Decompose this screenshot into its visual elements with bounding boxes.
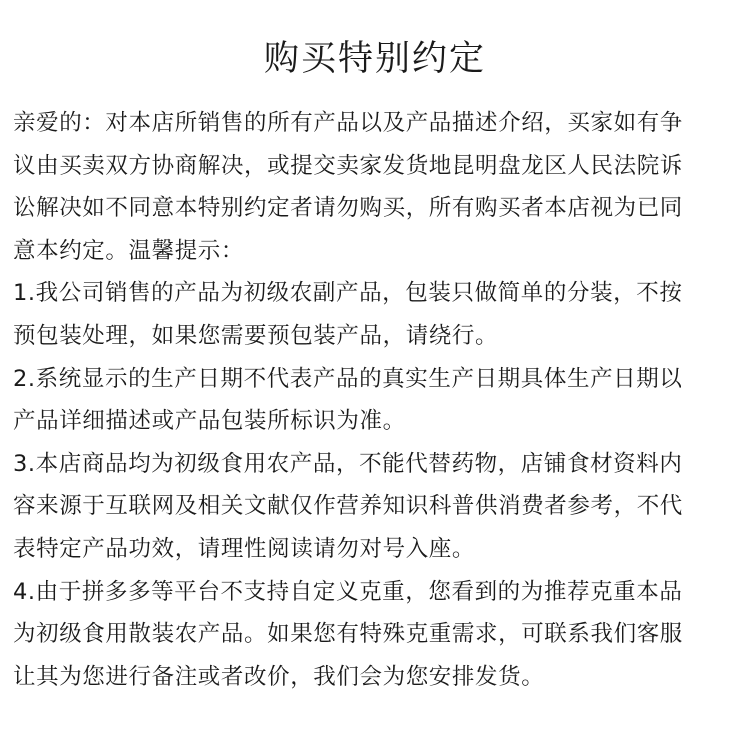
text-line: 亲爱的：对本店所销售的所有产品以及产品描述介绍，买家如有争: [13, 110, 683, 136]
text-line: 3.本店商品均为初级食用农产品，不能代替药物，店铺食材资料内: [13, 450, 683, 477]
text-line: 2.系统显示的生产日期不代表产品的真实生产日期具体生产日期以: [13, 365, 683, 392]
agreement-body: [13, 102, 737, 698]
text-line: 意本约定。温馨提示：: [13, 237, 245, 264]
text-line: 产品详细描述或产品包装所标识为准。: [13, 408, 406, 435]
text-line: 表特定产品功效，请理性阅读请勿对号入座。: [13, 535, 476, 562]
text-line: 讼解决如不同意本特别约定者请勿购买，所有购买者本店视为已同: [13, 195, 683, 222]
text-line: 1.我公司销售的产品为初级农副产品，包装只做简单的分装，不按: [13, 280, 683, 307]
text-line: 议由买卖双方协商解决，或提交卖家发货地昆明盘龙区人民法院诉: [13, 152, 683, 179]
text-line: 预包装处理，如果您需要预包装产品，请绕行。: [13, 322, 499, 349]
text-line: 4.由于拼多多等平台不支持自定义克重，您看到的为推荐克重本品: [13, 578, 683, 605]
text-line: 让其为您进行备注或者改价，我们会为您安排发货。: [13, 663, 545, 690]
text-line: 为初级食用散装农产品。如果您有特殊克重需求，可联系我们客服: [13, 621, 683, 648]
page-title: 购买特别约定: [263, 39, 486, 79]
text-line: 容来源于互联网及相关文献仅作营养知识科普供消费者参考，不代: [13, 493, 683, 520]
